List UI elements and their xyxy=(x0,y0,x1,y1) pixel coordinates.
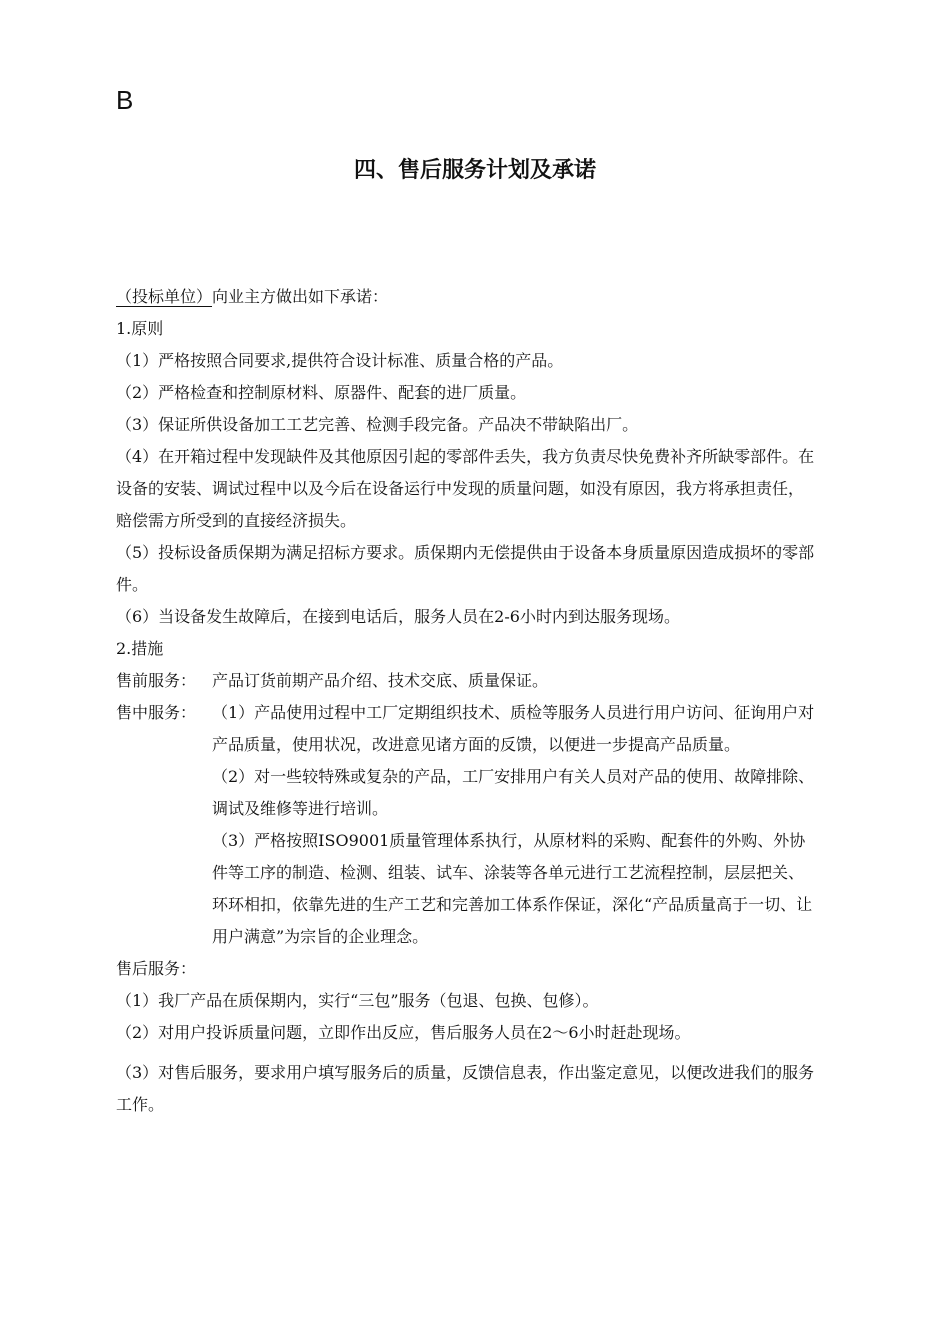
principle-item: （1）严格按照合同要求,提供符合设计标准、质量合格的产品。 xyxy=(116,351,564,370)
in-sale-item: （3）严格按照ISO9001质量管理体系执行，从原材料的采购、配套件的外购、外协件等工序的制造、检测、组装、试车、涂装等各单元进行工艺流程控制，层层把关、环环相扣，依靠先进的生产工艺和完善加工体系作保证，深化“产品质量高于一切、让用户满意”为宗旨的企业理念。 xyxy=(212,831,813,946)
after-sale-item: （3）对售后服务，要求用户填写服务后的质量，反馈信息表，作出鉴定意见，以便改进我们的服务工作。 xyxy=(116,1063,815,1114)
in-sale-row xyxy=(116,697,816,953)
principle-item: （4）在开箱过程中发现缺件及其他原因引起的零部件丢失，我方负责尽快免费补齐所缺零部件。在设备的安装、调试过程中以及今后在设备运行中发现的质量问题，如没有原因，我方将承担责任，赔偿需方所受到的直接经济损失。 xyxy=(116,447,815,530)
in-sale-item: （1）产品使用过程中工厂定期组织技术、质检等服务人员进行用户访问、征询用户对产品质量，使用状况，改进意见诸方面的反馈，以便进一步提高产品质量。 xyxy=(212,703,815,754)
intro-text: 向业主方做出如下承诺： xyxy=(212,287,389,306)
in-sale-item: （2）对一些较特殊或复杂的产品，工厂安排用户有关人员对产品的使用、故障排除、调试及维修等进行培训。 xyxy=(212,767,815,818)
pre-sale-text: 产品订货前期产品介绍、技术交底、质量保证。 xyxy=(212,671,549,690)
measures-heading: 2.措施 xyxy=(116,639,164,658)
after-sale-label: 售后服务： xyxy=(116,959,197,978)
page-letter: B xyxy=(116,85,134,115)
principle-item: （2）严格检查和控制原材料、原器件、配套的进厂质量。 xyxy=(116,383,527,402)
in-sale-items xyxy=(212,697,816,953)
pre-sale-row xyxy=(116,665,816,697)
in-sale-label: 售中服务： xyxy=(116,703,197,722)
pre-sale-label: 售前服务： xyxy=(116,671,197,690)
principle-item: （5）投标设备质保期为满足招标方要求。质保期内无偿提供由于设备本身质量原因造成损坏的零部件。 xyxy=(116,543,815,594)
bidder-blank: （投标单位） xyxy=(116,287,213,306)
intro-line xyxy=(116,281,816,313)
page-title: 四、售后服务计划及承诺 xyxy=(353,157,596,183)
principles-heading: 1.原则 xyxy=(116,319,164,338)
principle-item: （6）当设备发生故障后，在接到电话后，服务人员在2-6小时内到达服务现场。 xyxy=(116,607,680,626)
document-body xyxy=(116,281,816,1121)
after-sale-item: （2）对用户投诉质量问题，立即作出反应，售后服务人员在2～6小时赶赴现场。 xyxy=(116,1023,691,1042)
principle-item: （3）保证所供设备加工工艺完善、检测手段完备。产品决不带缺陷出厂。 xyxy=(116,415,639,434)
after-sale-item: （1）我厂产品在质保期内，实行“三包”服务（包退、包换、包修）。 xyxy=(116,991,599,1010)
